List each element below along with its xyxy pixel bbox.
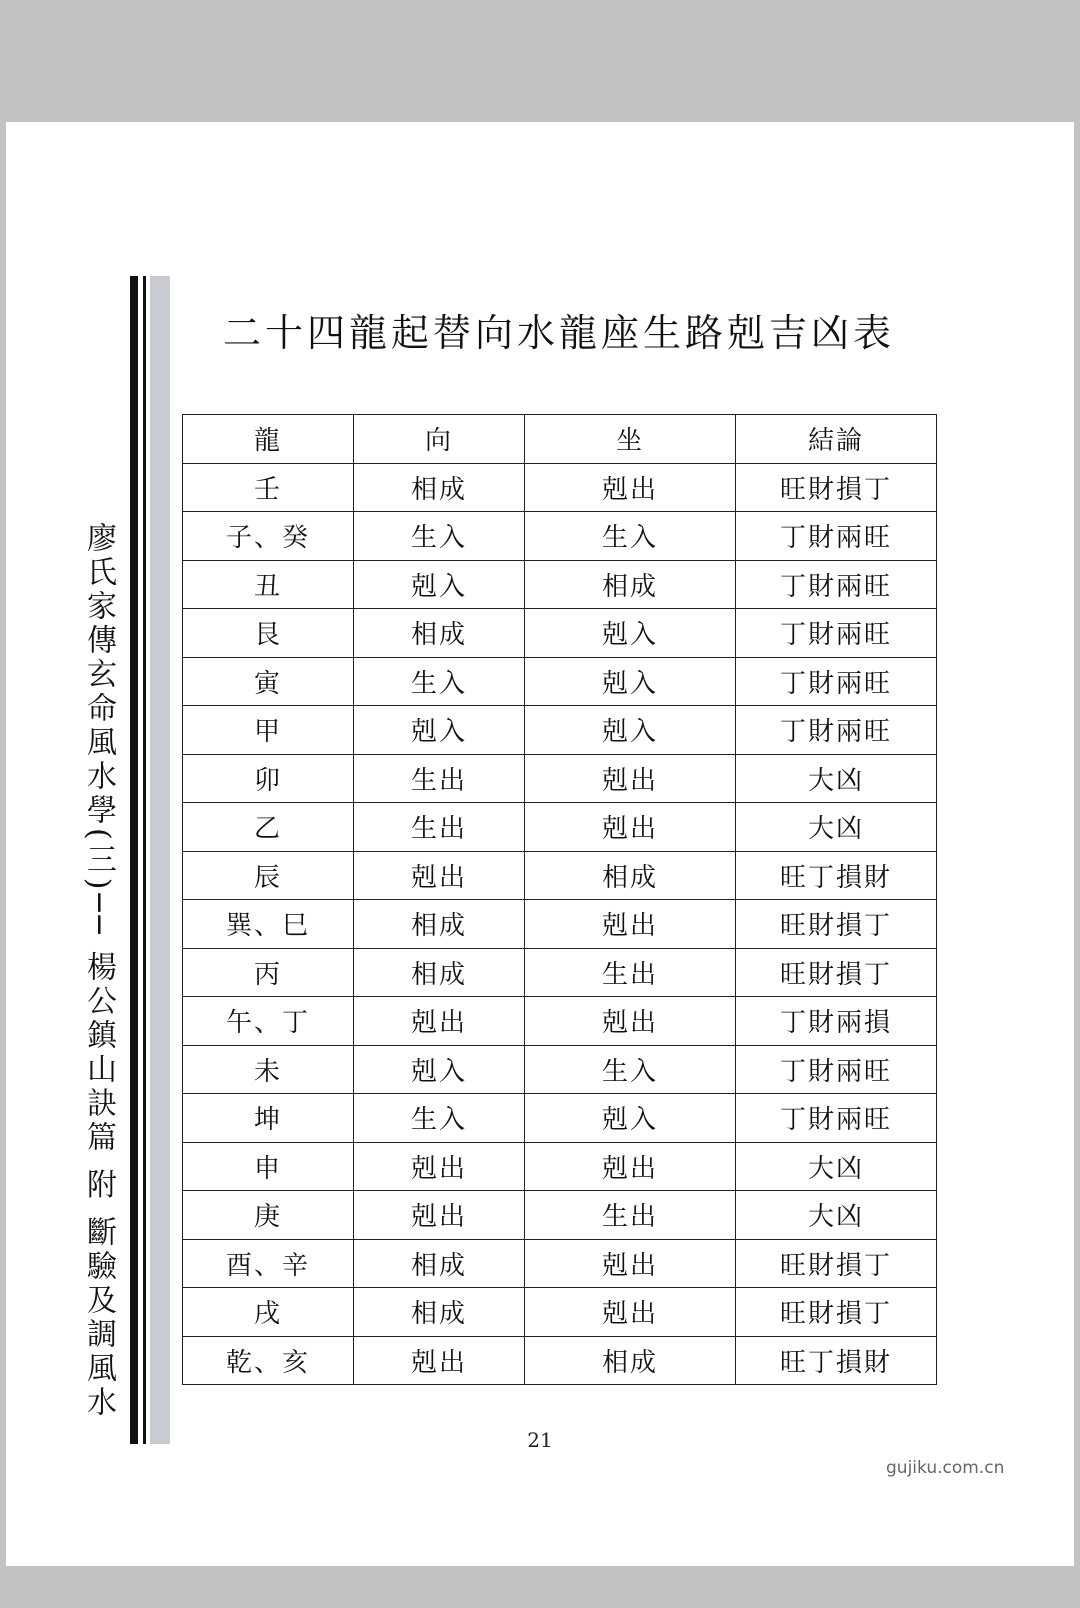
table-cell: 旺財損丁: [736, 900, 937, 949]
table-cell: 相成: [354, 609, 525, 658]
table-row: [183, 1045, 937, 1094]
table-cell: 相成: [525, 560, 736, 609]
table-cell: 寅: [183, 657, 354, 706]
table-cell: 巽、巳: [183, 900, 354, 949]
table-cell: 剋出: [525, 463, 736, 512]
table-row: [183, 1336, 937, 1385]
table-body: [183, 463, 937, 1385]
table-cell: 丁財兩旺: [736, 706, 937, 755]
table-row: [183, 1239, 937, 1288]
table-cell: 剋出: [354, 851, 525, 900]
table-cell: 旺財損丁: [736, 1239, 937, 1288]
table-cell: 乙: [183, 803, 354, 852]
table-cell: 大凶: [736, 1191, 937, 1240]
table-cell: 酉、辛: [183, 1239, 354, 1288]
table-cell: 丁財兩旺: [736, 609, 937, 658]
table-header-row: [183, 415, 937, 464]
table-cell: 乾、亥: [183, 1336, 354, 1385]
header-facing: 向: [354, 415, 525, 464]
table-row: [183, 609, 937, 658]
table-cell: 生入: [354, 657, 525, 706]
table-cell: 卯: [183, 754, 354, 803]
table-cell: 剋入: [354, 706, 525, 755]
table-cell: 子、癸: [183, 512, 354, 561]
watermark: gujiku.com.cn: [886, 1458, 1005, 1478]
table-cell: 生入: [354, 1094, 525, 1143]
auspiciousness-table: [182, 414, 937, 1385]
table-cell: 剋入: [525, 609, 736, 658]
table-row: [183, 1191, 937, 1240]
header-conclusion: 結論: [736, 415, 937, 464]
table-cell: 生出: [354, 803, 525, 852]
table-cell: 未: [183, 1045, 354, 1094]
table-cell: 丑: [183, 560, 354, 609]
table-cell: 相成: [354, 1288, 525, 1337]
table-cell: 剋入: [525, 1094, 736, 1143]
table-row: [183, 560, 937, 609]
table-cell: 旺財損丁: [736, 948, 937, 997]
table-row: [183, 754, 937, 803]
table-row: [183, 706, 937, 755]
table-cell: 艮: [183, 609, 354, 658]
table-cell: 大凶: [736, 803, 937, 852]
spine-bar-thin: [143, 276, 146, 1444]
page-title: 二十四龍起替向水龍座生路剋吉凶表: [222, 311, 895, 355]
table-cell: 相成: [354, 900, 525, 949]
table-cell: 甲: [183, 706, 354, 755]
table-cell: 生出: [525, 1191, 736, 1240]
table-row: [183, 851, 937, 900]
table-row: [183, 512, 937, 561]
table-cell: 壬: [183, 463, 354, 512]
table-row: [183, 657, 937, 706]
table-row: [183, 948, 937, 997]
table-cell: 剋出: [525, 997, 736, 1046]
table-cell: 丁財兩旺: [736, 512, 937, 561]
table-row: [183, 1094, 937, 1143]
table-cell: 旺丁損財: [736, 851, 937, 900]
table-cell: 剋入: [525, 657, 736, 706]
table-cell: 剋出: [525, 1142, 736, 1191]
table-cell: 丁財兩旺: [736, 657, 937, 706]
table-row: [183, 463, 937, 512]
table-cell: 丁財兩旺: [736, 560, 937, 609]
table-cell: 大凶: [736, 754, 937, 803]
table-cell: 相成: [354, 463, 525, 512]
table-cell: 旺丁損財: [736, 1336, 937, 1385]
table-cell: 大凶: [736, 1142, 937, 1191]
side-book-title: 廖氏家傳玄命風水學(三)── 楊公鎮山訣篇 附 斷驗及調風水: [81, 522, 116, 1421]
table-row: [183, 1142, 937, 1191]
table-cell: 相成: [354, 1239, 525, 1288]
table-cell: 剋入: [525, 706, 736, 755]
table-cell: 丁財兩損: [736, 997, 937, 1046]
table-cell: 剋出: [525, 900, 736, 949]
table-cell: 相成: [354, 948, 525, 997]
table-cell: 生出: [525, 948, 736, 997]
table-cell: 剋入: [354, 560, 525, 609]
table-cell: 剋出: [354, 997, 525, 1046]
table-cell: 生入: [525, 1045, 736, 1094]
table-cell: 辰: [183, 851, 354, 900]
table-cell: 申: [183, 1142, 354, 1191]
table-cell: 相成: [525, 851, 736, 900]
table-cell: 相成: [525, 1336, 736, 1385]
table-row: [183, 997, 937, 1046]
table-cell: 丙: [183, 948, 354, 997]
page-number: 21: [527, 1428, 553, 1452]
table-cell: 剋入: [354, 1045, 525, 1094]
table-cell: 旺財損丁: [736, 1288, 937, 1337]
table-row: [183, 803, 937, 852]
book-page: [6, 122, 1074, 1566]
table-cell: 生出: [354, 754, 525, 803]
table-row: [183, 1288, 937, 1337]
table-cell: 剋出: [525, 1288, 736, 1337]
header-sitting: 坐: [525, 415, 736, 464]
table-cell: 剋出: [525, 803, 736, 852]
table-cell: 剋出: [354, 1336, 525, 1385]
table-cell: 生入: [525, 512, 736, 561]
header-dragon: 龍: [183, 415, 354, 464]
table-cell: 庚: [183, 1191, 354, 1240]
table-cell: 坤: [183, 1094, 354, 1143]
table-cell: 剋出: [525, 754, 736, 803]
table-cell: 戌: [183, 1288, 354, 1337]
table-cell: 剋出: [525, 1239, 736, 1288]
spine-bar-thick: [130, 276, 138, 1444]
table-cell: 旺財損丁: [736, 463, 937, 512]
table-cell: 剋出: [354, 1142, 525, 1191]
table-cell: 丁財兩旺: [736, 1045, 937, 1094]
table-cell: 生入: [354, 512, 525, 561]
table-row: [183, 900, 937, 949]
table-cell: 午、丁: [183, 997, 354, 1046]
table-cell: 剋出: [354, 1191, 525, 1240]
spine-bar-gray: [150, 276, 170, 1444]
table-cell: 丁財兩旺: [736, 1094, 937, 1143]
